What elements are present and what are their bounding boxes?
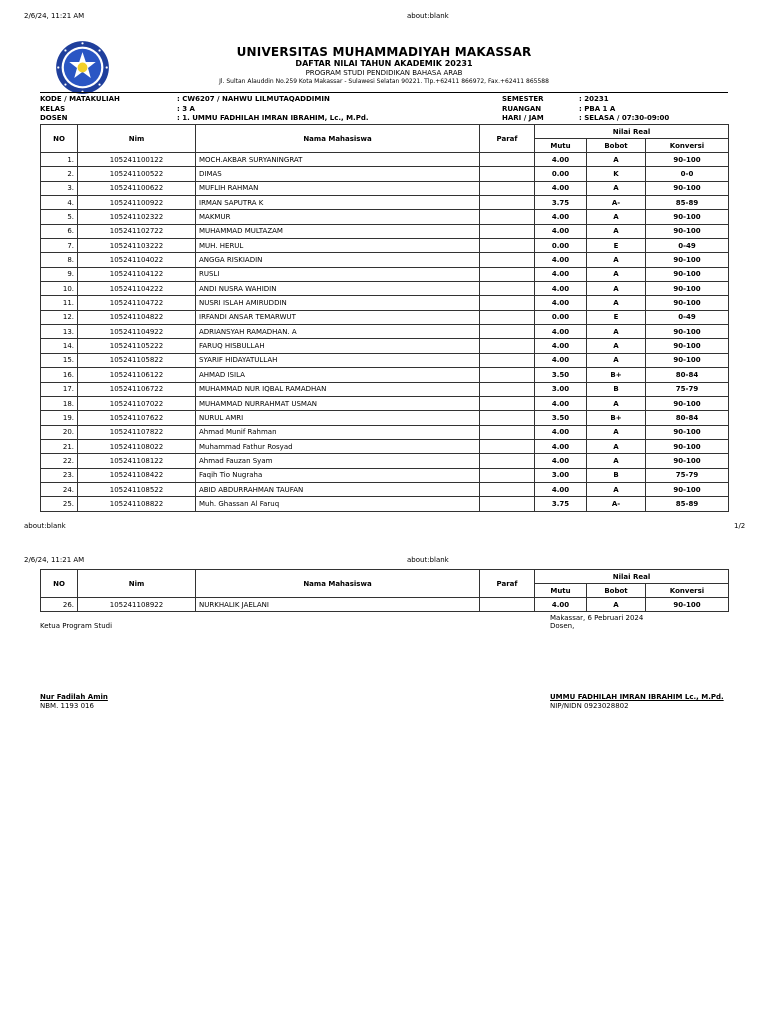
table-row <box>41 196 729 210</box>
row-konversi: 90-100 <box>646 353 729 367</box>
table-row <box>41 181 729 195</box>
row-mutu: 4.00 <box>535 224 587 238</box>
row-bobot: A <box>587 325 646 339</box>
row-bobot: A <box>587 439 646 453</box>
row-mutu: 4.00 <box>535 253 587 267</box>
row-nama: Faqih Tio Nugraha <box>196 468 480 482</box>
col-header-mutu: Mutu <box>535 584 587 598</box>
kode-label: KODE / MATAKULIAH <box>40 95 120 103</box>
row-nama: MOCH.AKBAR SURYANINGRAT <box>196 153 480 167</box>
row-konversi: 90-100 <box>646 325 729 339</box>
row-paraf <box>480 497 535 511</box>
table-row <box>41 411 729 425</box>
row-konversi: 0-49 <box>646 239 729 253</box>
col-header-paraf: Paraf <box>480 570 535 598</box>
hari-value: : SELASA / 07:30-09:00 <box>579 114 670 122</box>
table-row <box>41 267 729 281</box>
row-konversi: 90-100 <box>646 210 729 224</box>
row-nama: FARUQ HISBULLAH <box>196 339 480 353</box>
row-no: 21. <box>41 439 78 453</box>
row-paraf <box>480 267 535 281</box>
row-nama: MAKMUR <box>196 210 480 224</box>
table-row <box>41 282 729 296</box>
row-no: 23. <box>41 468 78 482</box>
row-bobot: A- <box>587 497 646 511</box>
meta-values-right <box>579 95 669 124</box>
row-nim: 105241104122 <box>78 267 196 281</box>
row-konversi: 90-100 <box>646 224 729 238</box>
row-konversi: 90-100 <box>646 181 729 195</box>
row-no: 9. <box>41 267 78 281</box>
row-mutu: 4.00 <box>535 439 587 453</box>
table-row <box>41 325 729 339</box>
row-mutu: 3.50 <box>535 368 587 382</box>
row-mutu: 4.00 <box>535 181 587 195</box>
row-nama: DIMAS <box>196 167 480 181</box>
row-mutu: 4.00 <box>535 353 587 367</box>
col-header-nilai-real: Nilai Real <box>535 125 729 139</box>
row-nim: 105241104022 <box>78 253 196 267</box>
row-bobot: A <box>587 454 646 468</box>
right-signature-title: Dosen, <box>550 622 575 630</box>
kode-value: : CW6207 / NAHWU LILMUTAQADDIMIN <box>177 95 330 103</box>
row-bobot: A <box>587 296 646 310</box>
table-row <box>41 482 729 496</box>
row-konversi: 90-100 <box>646 339 729 353</box>
row-mutu: 4.00 <box>535 210 587 224</box>
row-no: 4. <box>41 196 78 210</box>
row-nim: 105241104222 <box>78 282 196 296</box>
dosen-value: : 1. UMMU FADHILAH IMRAN IBRAHIM, Lc., M.Pd. <box>177 114 369 122</box>
row-mutu: 4.00 <box>535 339 587 353</box>
row-nim: 105241108522 <box>78 482 196 496</box>
col-header-nim: Nim <box>78 125 196 153</box>
row-paraf <box>480 282 535 296</box>
row-konversi: 75-79 <box>646 468 729 482</box>
row-paraf <box>480 296 535 310</box>
col-header-paraf: Paraf <box>480 125 535 153</box>
table-row <box>41 396 729 410</box>
row-no: 17. <box>41 382 78 396</box>
row-mutu: 3.75 <box>535 196 587 210</box>
col-header-bobot: Bobot <box>587 139 646 153</box>
row-no: 22. <box>41 454 78 468</box>
col-header-mutu: Mutu <box>535 139 587 153</box>
row-konversi: 90-100 <box>646 153 729 167</box>
row-konversi: 0-0 <box>646 167 729 181</box>
hari-label: HARI / JAM <box>502 114 544 122</box>
right-signatory-id: NIP/NIDN 0923028802 <box>550 702 629 710</box>
row-nama: Muhammad Fathur Rosyad <box>196 439 480 453</box>
row-nim: 105241106122 <box>78 368 196 382</box>
row-konversi: 0-49 <box>646 310 729 324</box>
grades-table-body <box>41 153 729 512</box>
row-mutu: 4.00 <box>535 454 587 468</box>
table-row <box>41 439 729 453</box>
row-bobot: A <box>587 224 646 238</box>
row-mutu: 4.00 <box>535 153 587 167</box>
table-row <box>41 310 729 324</box>
row-mutu: 4.00 <box>535 425 587 439</box>
row-paraf <box>480 368 535 382</box>
col-header-konversi: Konversi <box>646 139 729 153</box>
row-paraf <box>480 482 535 496</box>
grades-table-page2 <box>40 569 729 612</box>
row-nama: ADRIANSYAH RAMADHAN. A <box>196 325 480 339</box>
row-mutu: 4.00 <box>535 267 587 281</box>
header-rule <box>40 92 728 93</box>
row-nim: 105241104822 <box>78 310 196 324</box>
row-paraf <box>480 310 535 324</box>
row-mutu: 4.00 <box>535 396 587 410</box>
row-nim: 105241107822 <box>78 425 196 439</box>
row-paraf <box>480 468 535 482</box>
university-address: Jl. Sultan Alauddin No.259 Kota Makassar - Sulawesi Selatan 90221. Tlp.+62411 866972, Fax.+62411 865588 <box>219 78 549 85</box>
col-header-bobot: Bobot <box>587 584 646 598</box>
row-paraf <box>480 396 535 410</box>
row-mutu: 0.00 <box>535 239 587 253</box>
row-bobot: A <box>587 598 646 612</box>
row-konversi: 90-100 <box>646 296 729 310</box>
row-no: 12. <box>41 310 78 324</box>
row-bobot: B+ <box>587 411 646 425</box>
row-nama: ANDI NUSRA WAHIDIN <box>196 282 480 296</box>
table-row <box>41 368 729 382</box>
row-konversi: 85-89 <box>646 497 729 511</box>
row-konversi: 90-100 <box>646 253 729 267</box>
grades-table-body-page2 <box>41 598 729 612</box>
row-nim: 105241100522 <box>78 167 196 181</box>
row-paraf <box>480 167 535 181</box>
row-nama: ABID ABDURRAHMAN TAUFAN <box>196 482 480 496</box>
row-bobot: A <box>587 210 646 224</box>
row-bobot: E <box>587 310 646 324</box>
row-no: 18. <box>41 396 78 410</box>
row-paraf <box>480 598 535 612</box>
row-nim: 105241107622 <box>78 411 196 425</box>
page-number: 1/2 <box>734 522 746 530</box>
row-nama: MUHAMMAD NURRAHMAT USMAN <box>196 396 480 410</box>
row-nim: 105241105222 <box>78 339 196 353</box>
program-name: PROGRAM STUDI PENDIDIKAN BAHASA ARAB <box>305 69 463 77</box>
row-paraf <box>480 339 535 353</box>
row-no: 8. <box>41 253 78 267</box>
row-nama: IRFANDI ANSAR TEMARWUT <box>196 310 480 324</box>
row-no: 2. <box>41 167 78 181</box>
print-url-page2: about:blank <box>407 556 449 564</box>
row-paraf <box>480 224 535 238</box>
row-paraf <box>480 325 535 339</box>
row-nim: 105241102722 <box>78 224 196 238</box>
table-row <box>41 296 729 310</box>
row-konversi: 90-100 <box>646 598 729 612</box>
col-header-konversi: Konversi <box>646 584 729 598</box>
row-nama: Ahmad Fauzan Syam <box>196 454 480 468</box>
university-name: UNIVERSITAS MUHAMMADIYAH MAKASSAR <box>236 45 532 59</box>
row-bobot: B+ <box>587 368 646 382</box>
col-header-nim: Nim <box>78 570 196 598</box>
row-bobot: B <box>587 468 646 482</box>
row-mutu: 4.00 <box>535 296 587 310</box>
ruangan-label: RUANGAN <box>502 104 542 113</box>
row-nim: 105241108022 <box>78 439 196 453</box>
row-nim: 105241100622 <box>78 181 196 195</box>
row-nama: MUHAMMAD NUR IQBAL RAMADHAN <box>196 382 480 396</box>
row-nama: NURUL AMRI <box>196 411 480 425</box>
table-row <box>41 425 729 439</box>
row-no: 14. <box>41 339 78 353</box>
left-signatory-name: Nur Fadilah Amin <box>40 693 108 701</box>
col-header-nilai-real: Nilai Real <box>535 570 729 584</box>
row-paraf <box>480 353 535 367</box>
footer-url: about:blank <box>24 522 66 530</box>
row-nim: 105241105822 <box>78 353 196 367</box>
row-no: 5. <box>41 210 78 224</box>
row-mutu: 3.50 <box>535 411 587 425</box>
col-header-no: NO <box>41 570 78 598</box>
col-header-nama: Nama Mahasiswa <box>196 570 480 598</box>
row-nim: 105241102322 <box>78 210 196 224</box>
row-no: 15. <box>41 353 78 367</box>
row-bobot: A <box>587 267 646 281</box>
row-bobot: E <box>587 239 646 253</box>
row-bobot: A <box>587 482 646 496</box>
row-mutu: 3.75 <box>535 497 587 511</box>
row-bobot: A <box>587 353 646 367</box>
table-row <box>41 353 729 367</box>
row-nama: RUSLI <box>196 267 480 281</box>
table-row <box>41 167 729 181</box>
table-row <box>41 382 729 396</box>
row-nama: SYARIF HIDAYATULLAH <box>196 353 480 367</box>
row-paraf <box>480 210 535 224</box>
row-no: 13. <box>41 325 78 339</box>
row-paraf <box>480 411 535 425</box>
ruangan-value: : PBA 1 A <box>579 104 616 113</box>
col-header-no: NO <box>41 125 78 153</box>
row-konversi: 90-100 <box>646 396 729 410</box>
row-no: 6. <box>41 224 78 238</box>
row-paraf <box>480 439 535 453</box>
row-no: 26. <box>41 598 78 612</box>
row-konversi: 75-79 <box>646 382 729 396</box>
row-konversi: 85-89 <box>646 196 729 210</box>
row-konversi: 80-84 <box>646 368 729 382</box>
row-nim: 105241108422 <box>78 468 196 482</box>
meta-labels-left <box>40 95 120 124</box>
row-bobot: K <box>587 167 646 181</box>
semester-label: SEMESTER <box>502 95 544 103</box>
row-nama: AHMAD ISILA <box>196 368 480 382</box>
row-bobot: A <box>587 181 646 195</box>
grades-table <box>40 124 729 512</box>
meta-labels-right <box>502 95 544 124</box>
row-no: 10. <box>41 282 78 296</box>
row-bobot: A <box>587 153 646 167</box>
row-bobot: A <box>587 282 646 296</box>
row-no: 19. <box>41 411 78 425</box>
row-no: 20. <box>41 425 78 439</box>
row-nama: Ahmad Munif Rahman <box>196 425 480 439</box>
row-no: 16. <box>41 368 78 382</box>
table-row <box>41 497 729 511</box>
meta-values-left <box>177 95 369 124</box>
row-nim: 105241100922 <box>78 196 196 210</box>
table-row <box>41 239 729 253</box>
row-nim: 105241104722 <box>78 296 196 310</box>
row-paraf <box>480 425 535 439</box>
row-nim: 105241103222 <box>78 239 196 253</box>
print-url: about:blank <box>407 12 449 20</box>
row-paraf <box>480 181 535 195</box>
row-no: 1. <box>41 153 78 167</box>
row-nama: Muh. Ghassan Al Faruq <box>196 497 480 511</box>
table-row <box>41 210 729 224</box>
row-bobot: A- <box>587 196 646 210</box>
row-bobot: A <box>587 253 646 267</box>
row-no: 11. <box>41 296 78 310</box>
table-row <box>41 468 729 482</box>
row-paraf <box>480 454 535 468</box>
table-row <box>41 153 729 167</box>
row-nim: 105241106722 <box>78 382 196 396</box>
row-bobot: B <box>587 382 646 396</box>
col-header-nama: Nama Mahasiswa <box>196 125 480 153</box>
row-no: 7. <box>41 239 78 253</box>
row-mutu: 4.00 <box>535 482 587 496</box>
row-mutu: 0.00 <box>535 167 587 181</box>
row-paraf <box>480 153 535 167</box>
row-paraf <box>480 382 535 396</box>
semester-value: : 20231 <box>579 95 609 103</box>
row-bobot: A <box>587 396 646 410</box>
row-konversi: 90-100 <box>646 454 729 468</box>
left-signatory-id: NBM. 1193 016 <box>40 702 94 710</box>
row-konversi: 90-100 <box>646 425 729 439</box>
print-datetime: 2/6/24, 11:21 AM <box>24 12 85 20</box>
row-nama: IRMAN SAPUTRA K <box>196 196 480 210</box>
row-nama: MUFLIH RAHMAN <box>196 181 480 195</box>
row-konversi: 90-100 <box>646 439 729 453</box>
left-signature-title: Ketua Program Studi <box>40 622 113 630</box>
row-konversi: 90-100 <box>646 482 729 496</box>
print-datetime-page2: 2/6/24, 11:21 AM <box>24 556 85 564</box>
table-row <box>41 224 729 238</box>
row-mutu: 0.00 <box>535 310 587 324</box>
row-nim: 105241108922 <box>78 598 196 612</box>
row-mutu: 3.00 <box>535 382 587 396</box>
row-no: 25. <box>41 497 78 511</box>
table-row <box>41 253 729 267</box>
row-konversi: 90-100 <box>646 282 729 296</box>
row-mutu: 3.00 <box>535 468 587 482</box>
row-no: 24. <box>41 482 78 496</box>
row-bobot: A <box>587 425 646 439</box>
row-nama: NURKHALIK JAELANI <box>196 598 480 612</box>
row-mutu: 4.00 <box>535 325 587 339</box>
table-row <box>41 598 729 612</box>
right-signatory-name: UMMU FADHILAH IMRAN IBRAHIM Lc., M.Pd. <box>550 693 724 701</box>
row-paraf <box>480 196 535 210</box>
row-nim: 105241100122 <box>78 153 196 167</box>
row-nama: MUH. HERUL <box>196 239 480 253</box>
kelas-label: KELAS <box>40 104 66 113</box>
row-paraf <box>480 239 535 253</box>
row-mutu: 4.00 <box>535 282 587 296</box>
row-konversi: 80-84 <box>646 411 729 425</box>
row-nim: 105241107022 <box>78 396 196 410</box>
row-nama: MUHAMMAD MULTAZAM <box>196 224 480 238</box>
row-no: 3. <box>41 181 78 195</box>
row-paraf <box>480 253 535 267</box>
row-nim: 105241108122 <box>78 454 196 468</box>
table-row <box>41 339 729 353</box>
row-nim: 105241104922 <box>78 325 196 339</box>
row-bobot: A <box>587 339 646 353</box>
kelas-value: : 3 A <box>177 104 195 113</box>
list-title: DAFTAR NILAI TAHUN AKADEMIK 20231 <box>295 59 473 68</box>
row-mutu: 4.00 <box>535 598 587 612</box>
dosen-label: DOSEN <box>40 114 68 122</box>
row-nama: ANGGA RISKIADIN <box>196 253 480 267</box>
place-date: Makassar, 6 Pebruari 2024 <box>550 614 644 622</box>
row-nim: 105241108822 <box>78 497 196 511</box>
table-row <box>41 454 729 468</box>
row-nama: NUSRI ISLAH AMIRUDDIN <box>196 296 480 310</box>
row-konversi: 90-100 <box>646 267 729 281</box>
